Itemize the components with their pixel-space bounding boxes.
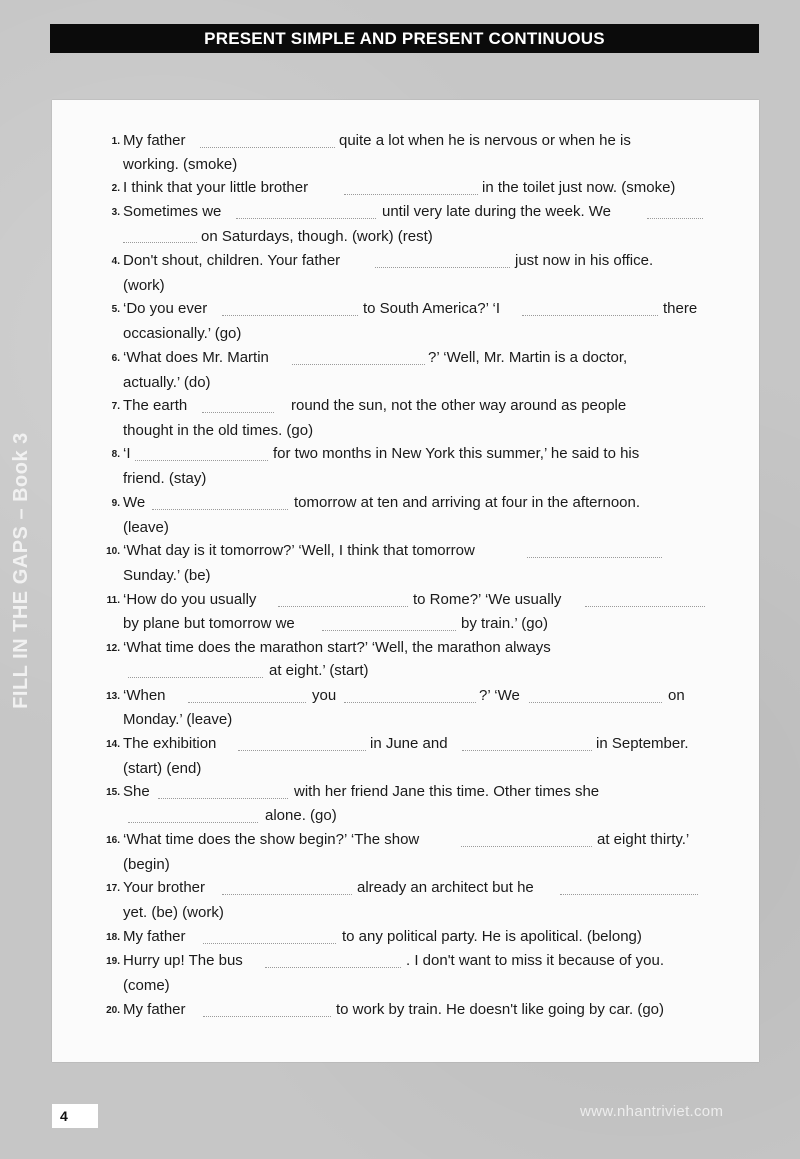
exercise-text: (leave) — [123, 519, 169, 536]
exercise-number: 20. — [106, 1005, 120, 1016]
page-title: PRESENT SIMPLE AND PRESENT CONTINUOUS — [50, 24, 759, 53]
exercise-text: My father — [123, 928, 186, 945]
exercise-number: 9. — [111, 498, 120, 509]
answer-blank[interactable] — [123, 242, 197, 243]
answer-blank[interactable] — [158, 798, 288, 799]
exercise-text: with her friend Jane this time. Other times she — [294, 783, 600, 800]
answer-blank[interactable] — [128, 677, 263, 678]
exercise-text: ‘How do you usually — [123, 591, 257, 608]
side-section-label — [6, 410, 36, 730]
answer-blank[interactable] — [529, 702, 662, 703]
exercise-text: to South America?’ ‘I — [363, 300, 501, 317]
exercise-text: My father — [123, 1001, 186, 1018]
answer-blank[interactable] — [292, 364, 425, 365]
exercise-number: 8. — [111, 449, 120, 460]
exercise-number: 12. — [106, 643, 120, 654]
exercise-text: to Rome?’ ‘We usually — [413, 591, 562, 608]
watermark: www.nhantriviet.com — [580, 1103, 724, 1120]
exercise-text: friend. (stay) — [123, 470, 207, 487]
answer-blank[interactable] — [238, 750, 366, 751]
exercise-text: round the sun, not the other way around as people — [291, 397, 627, 414]
exercise-text: to any political party. He is apolitical. (belong) — [342, 928, 642, 945]
answer-blank[interactable] — [585, 606, 705, 607]
exercise-text: ‘I — [123, 445, 131, 462]
exercise-text: by train.’ (go) — [461, 615, 548, 632]
exercise-number: 17. — [106, 883, 120, 894]
exercise-text: ‘When — [123, 687, 166, 704]
exercise-text: Don't shout, children. Your father — [123, 252, 341, 269]
page-number: 4 — [52, 1104, 98, 1128]
exercise-text: yet. (be) (work) — [123, 904, 224, 921]
exercise-text: Sunday.’ (be) — [123, 567, 211, 584]
exercise-text: ‘What does Mr. Martin — [123, 349, 269, 366]
exercise-number: 19. — [106, 956, 120, 967]
exercise-text: The exhibition — [123, 735, 217, 752]
exercise-text: (begin) — [123, 856, 170, 873]
exercise-text: by plane but tomorrow we — [123, 615, 295, 632]
answer-blank[interactable] — [202, 412, 274, 413]
exercise-text: ?’ ‘We — [479, 687, 520, 704]
exercise-text: We — [123, 494, 146, 511]
exercise-text: ‘What time does the marathon start?’ ‘Well, the marathon always — [123, 639, 551, 656]
answer-blank[interactable] — [203, 943, 336, 944]
exercise-text: ‘What day is it tomorrow?’ ‘Well, I think that tomorrow — [123, 542, 475, 559]
answer-blank[interactable] — [188, 702, 306, 703]
exercise-text: at eight.’ (start) — [269, 662, 369, 679]
side-section-text: FILL IN THE GAPS – Book 3 — [9, 431, 32, 709]
answer-blank[interactable] — [461, 846, 592, 847]
exercise-number: 2. — [111, 183, 120, 194]
exercise-number: 13. — [106, 691, 120, 702]
answer-blank[interactable] — [200, 147, 335, 148]
exercise-number: 11. — [106, 595, 120, 606]
exercise-text: there — [663, 300, 698, 317]
exercise-text: to work by train. He doesn't like going by car. (go) — [336, 1001, 665, 1018]
exercise-text: in the toilet just now. (smoke) — [482, 179, 676, 196]
exercise-number: 15. — [106, 787, 120, 798]
exercise-text: for two months in New York this summer,’ he said to his — [273, 445, 640, 462]
exercise-text: thought in the old times. (go) — [123, 422, 314, 439]
exercise-text: on Saturdays, though. (work) (rest) — [201, 228, 433, 245]
exercise-number: 5. — [111, 304, 120, 315]
exercise-text: ?’ ‘Well, Mr. Martin is a doctor, — [428, 349, 628, 366]
exercise-text: (come) — [123, 977, 170, 994]
exercise-text: in September. — [596, 735, 689, 752]
answer-blank[interactable] — [278, 606, 408, 607]
exercise-number: 16. — [106, 835, 120, 846]
answer-blank[interactable] — [462, 750, 592, 751]
exercise-text: I think that your little brother — [123, 179, 309, 196]
answer-blank[interactable] — [560, 894, 698, 895]
exercise-number: 3. — [111, 207, 120, 218]
answer-blank[interactable] — [375, 267, 510, 268]
exercise-number: 10. — [106, 546, 120, 557]
exercise-text: She — [123, 783, 150, 800]
answer-blank[interactable] — [222, 315, 358, 316]
answer-blank[interactable] — [344, 702, 476, 703]
answer-blank[interactable] — [128, 822, 258, 823]
exercise-text: you — [312, 687, 337, 704]
exercise-text: Sometimes we — [123, 203, 222, 220]
exercise-number: 4. — [111, 256, 120, 267]
exercise-number: 18. — [106, 932, 120, 943]
exercise-text: working. (smoke) — [123, 156, 238, 173]
exercise-text: occasionally.’ (go) — [123, 325, 242, 342]
answer-blank[interactable] — [647, 218, 703, 219]
exercise-text: on — [668, 687, 685, 704]
exercise-number: 6. — [111, 353, 120, 364]
exercise-text: just now in his office. — [515, 252, 654, 269]
exercise-text: in June and — [370, 735, 448, 752]
exercise-number: 14. — [106, 739, 120, 750]
exercise-number: 7. — [111, 401, 120, 412]
exercise-text: (work) — [123, 277, 165, 294]
exercise-text: (start) (end) — [123, 760, 202, 777]
exercise-text: Your brother — [123, 879, 206, 896]
exercise-text: until very late during the week. We — [382, 203, 612, 220]
exercise-text: ‘Do you ever — [123, 300, 208, 317]
exercise-text: alone. (go) — [265, 807, 337, 824]
exercise-text: quite a lot when he is nervous or when he is — [339, 132, 631, 149]
exercise-text: . I don't want to miss it because of you. — [406, 952, 664, 969]
answer-blank[interactable] — [522, 315, 658, 316]
exercise-number: 1. — [111, 136, 120, 147]
answer-blank[interactable] — [152, 509, 288, 510]
answer-blank[interactable] — [527, 557, 662, 558]
exercise-text: tomorrow at ten and arriving at four in the afternoon. — [294, 494, 641, 511]
exercise-text: Monday.’ (leave) — [123, 711, 233, 728]
answer-blank[interactable] — [236, 218, 376, 219]
answer-blank[interactable] — [222, 894, 352, 895]
answer-blank[interactable] — [322, 630, 456, 631]
exercise-text: My father — [123, 132, 186, 149]
exercise-text: already an architect but he — [357, 879, 534, 896]
answer-blank[interactable] — [344, 194, 478, 195]
exercise-text: The earth — [123, 397, 188, 414]
answer-blank[interactable] — [135, 460, 268, 461]
answer-blank[interactable] — [203, 1016, 331, 1017]
exercise-text: Hurry up! The bus — [123, 952, 243, 969]
exercise-text: at eight thirty.’ — [597, 831, 690, 848]
exercise-text: ‘What time does the show begin?’ ‘The show — [123, 831, 420, 848]
answer-blank[interactable] — [265, 967, 401, 968]
exercise-text: actually.’ (do) — [123, 374, 211, 391]
